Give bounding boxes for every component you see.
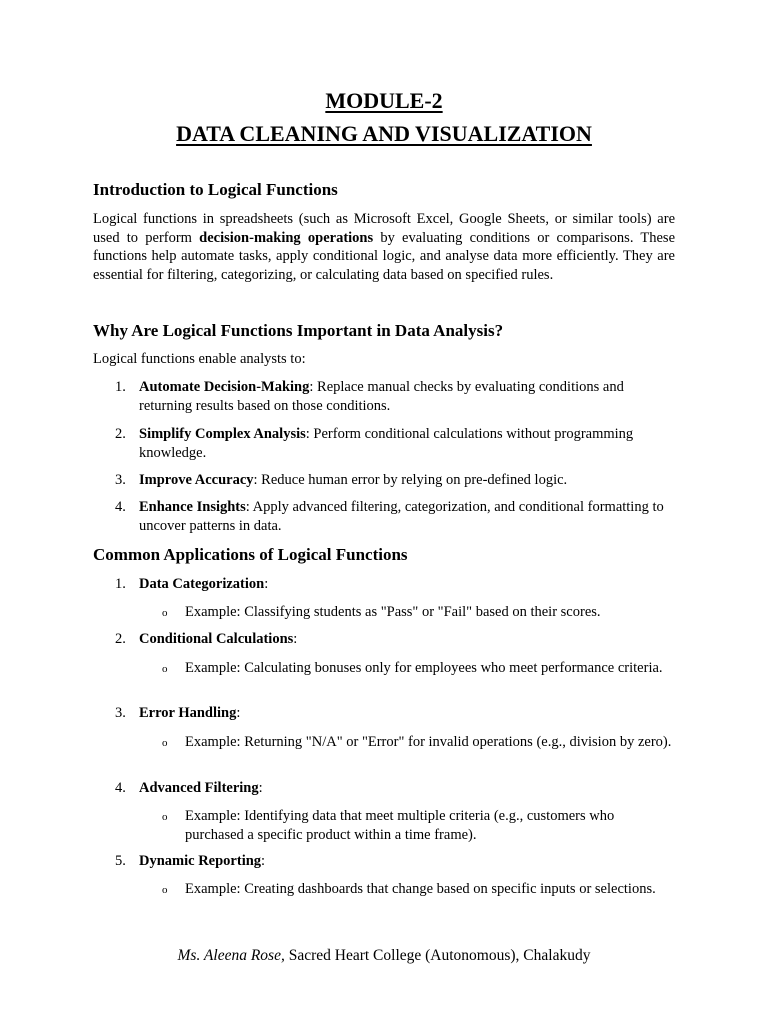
list-number: 2.: [115, 631, 126, 647]
list-number: 1.: [115, 379, 126, 395]
importance-item: [115, 378, 675, 415]
importance-heading: Why Are Logical Functions Important in Data Analysis?: [93, 321, 504, 340]
example-bullet: [162, 603, 675, 622]
item-colon: :: [261, 853, 266, 869]
application-item: [115, 575, 675, 594]
bullet-icon: o: [162, 663, 168, 675]
module-subtitle: DATA CLEANING AND VISUALIZATION: [176, 121, 592, 146]
example-bullet: [162, 733, 675, 752]
item-label: Improve Accuracy: [139, 472, 254, 488]
page-footer: [0, 947, 768, 965]
intro-text-1: Logical functions in spreadsheets (such as Microsoft Excel, Google Sheets, or similar tools) are used to perform: [93, 211, 675, 246]
bullet-icon: o: [162, 737, 168, 749]
footer-author: Ms. Aleena Rose,: [177, 947, 285, 964]
example-text: Example: Identifying data that meet multiple criteria (e.g., customers who purchased a specific product within a time frame).: [185, 808, 615, 843]
example-text: Example: Returning "N/A" or "Error" for invalid operations (e.g., division by zero).: [185, 734, 672, 750]
list-number: 4.: [115, 499, 126, 515]
item-label: Error Handling: [139, 705, 237, 721]
example-text: Example: Calculating bonuses only for employees who meet performance criteria.: [185, 660, 663, 676]
item-label: Automate Decision-Making: [139, 379, 310, 395]
item-text: : Apply advanced filtering, categorization, and conditional formatting to uncover patterns in data.: [139, 499, 664, 534]
bullet-icon: o: [162, 884, 168, 896]
item-text: : Perform conditional calculations without programming knowledge.: [139, 426, 634, 461]
item-colon: :: [264, 576, 269, 592]
item-label: Dynamic Reporting: [139, 853, 262, 869]
item-label: Data Categorization: [139, 576, 265, 592]
application-item: [115, 630, 675, 649]
item-text: : Reduce human error by relying on pre-defined logic.: [253, 472, 568, 488]
example-bullet: [162, 880, 675, 899]
example-bullet: [162, 659, 675, 678]
applications-heading: Common Applications of Logical Functions: [93, 545, 408, 564]
list-number: 3.: [115, 472, 126, 488]
item-colon: :: [293, 631, 298, 647]
example-text: Example: Creating dashboards that change based on specific inputs or selections.: [185, 881, 656, 897]
intro-text-2: by evaluating conditions or comparisons. These functions help automate tasks, apply conditional logic, and analyse data more efficiently. They are essential for filtering, categorizing, or calculating data based on specified rules.: [93, 229, 676, 283]
importance-lead: Logical functions enable analysts to:: [93, 351, 306, 367]
item-colon: :: [236, 705, 241, 721]
list-number: 2.: [115, 426, 126, 442]
list-number: 3.: [115, 705, 126, 721]
item-label: Conditional Calculations: [139, 631, 294, 647]
item-label: Enhance Insights: [139, 499, 246, 515]
example-text: Example: Classifying students as "Pass" or "Fail" based on their scores.: [185, 604, 601, 620]
example-bullet: [162, 807, 675, 844]
bullet-icon: o: [162, 811, 168, 823]
item-colon: :: [258, 780, 263, 796]
module-title: MODULE-2: [325, 88, 443, 113]
importance-item: [115, 425, 675, 462]
application-item: [115, 852, 675, 871]
application-item: [115, 779, 675, 798]
item-label: Simplify Complex Analysis: [139, 426, 306, 442]
list-number: 1.: [115, 576, 126, 592]
list-number: 4.: [115, 780, 126, 796]
application-item: [115, 704, 675, 723]
intro-heading: Introduction to Logical Functions: [93, 180, 338, 199]
item-text: : Replace manual checks by evaluating conditions and returning results based on those conditions.: [139, 379, 624, 414]
intro-paragraph: [93, 210, 675, 284]
bullet-icon: o: [162, 607, 168, 619]
footer-institution: Sacred Heart College (Autonomous), Chalakudy: [284, 947, 591, 964]
list-number: 5.: [115, 853, 126, 869]
importance-item: [115, 498, 675, 535]
item-label: Advanced Filtering: [139, 780, 259, 796]
importance-item: [115, 471, 675, 490]
intro-bold: decision-making operations: [199, 229, 374, 246]
